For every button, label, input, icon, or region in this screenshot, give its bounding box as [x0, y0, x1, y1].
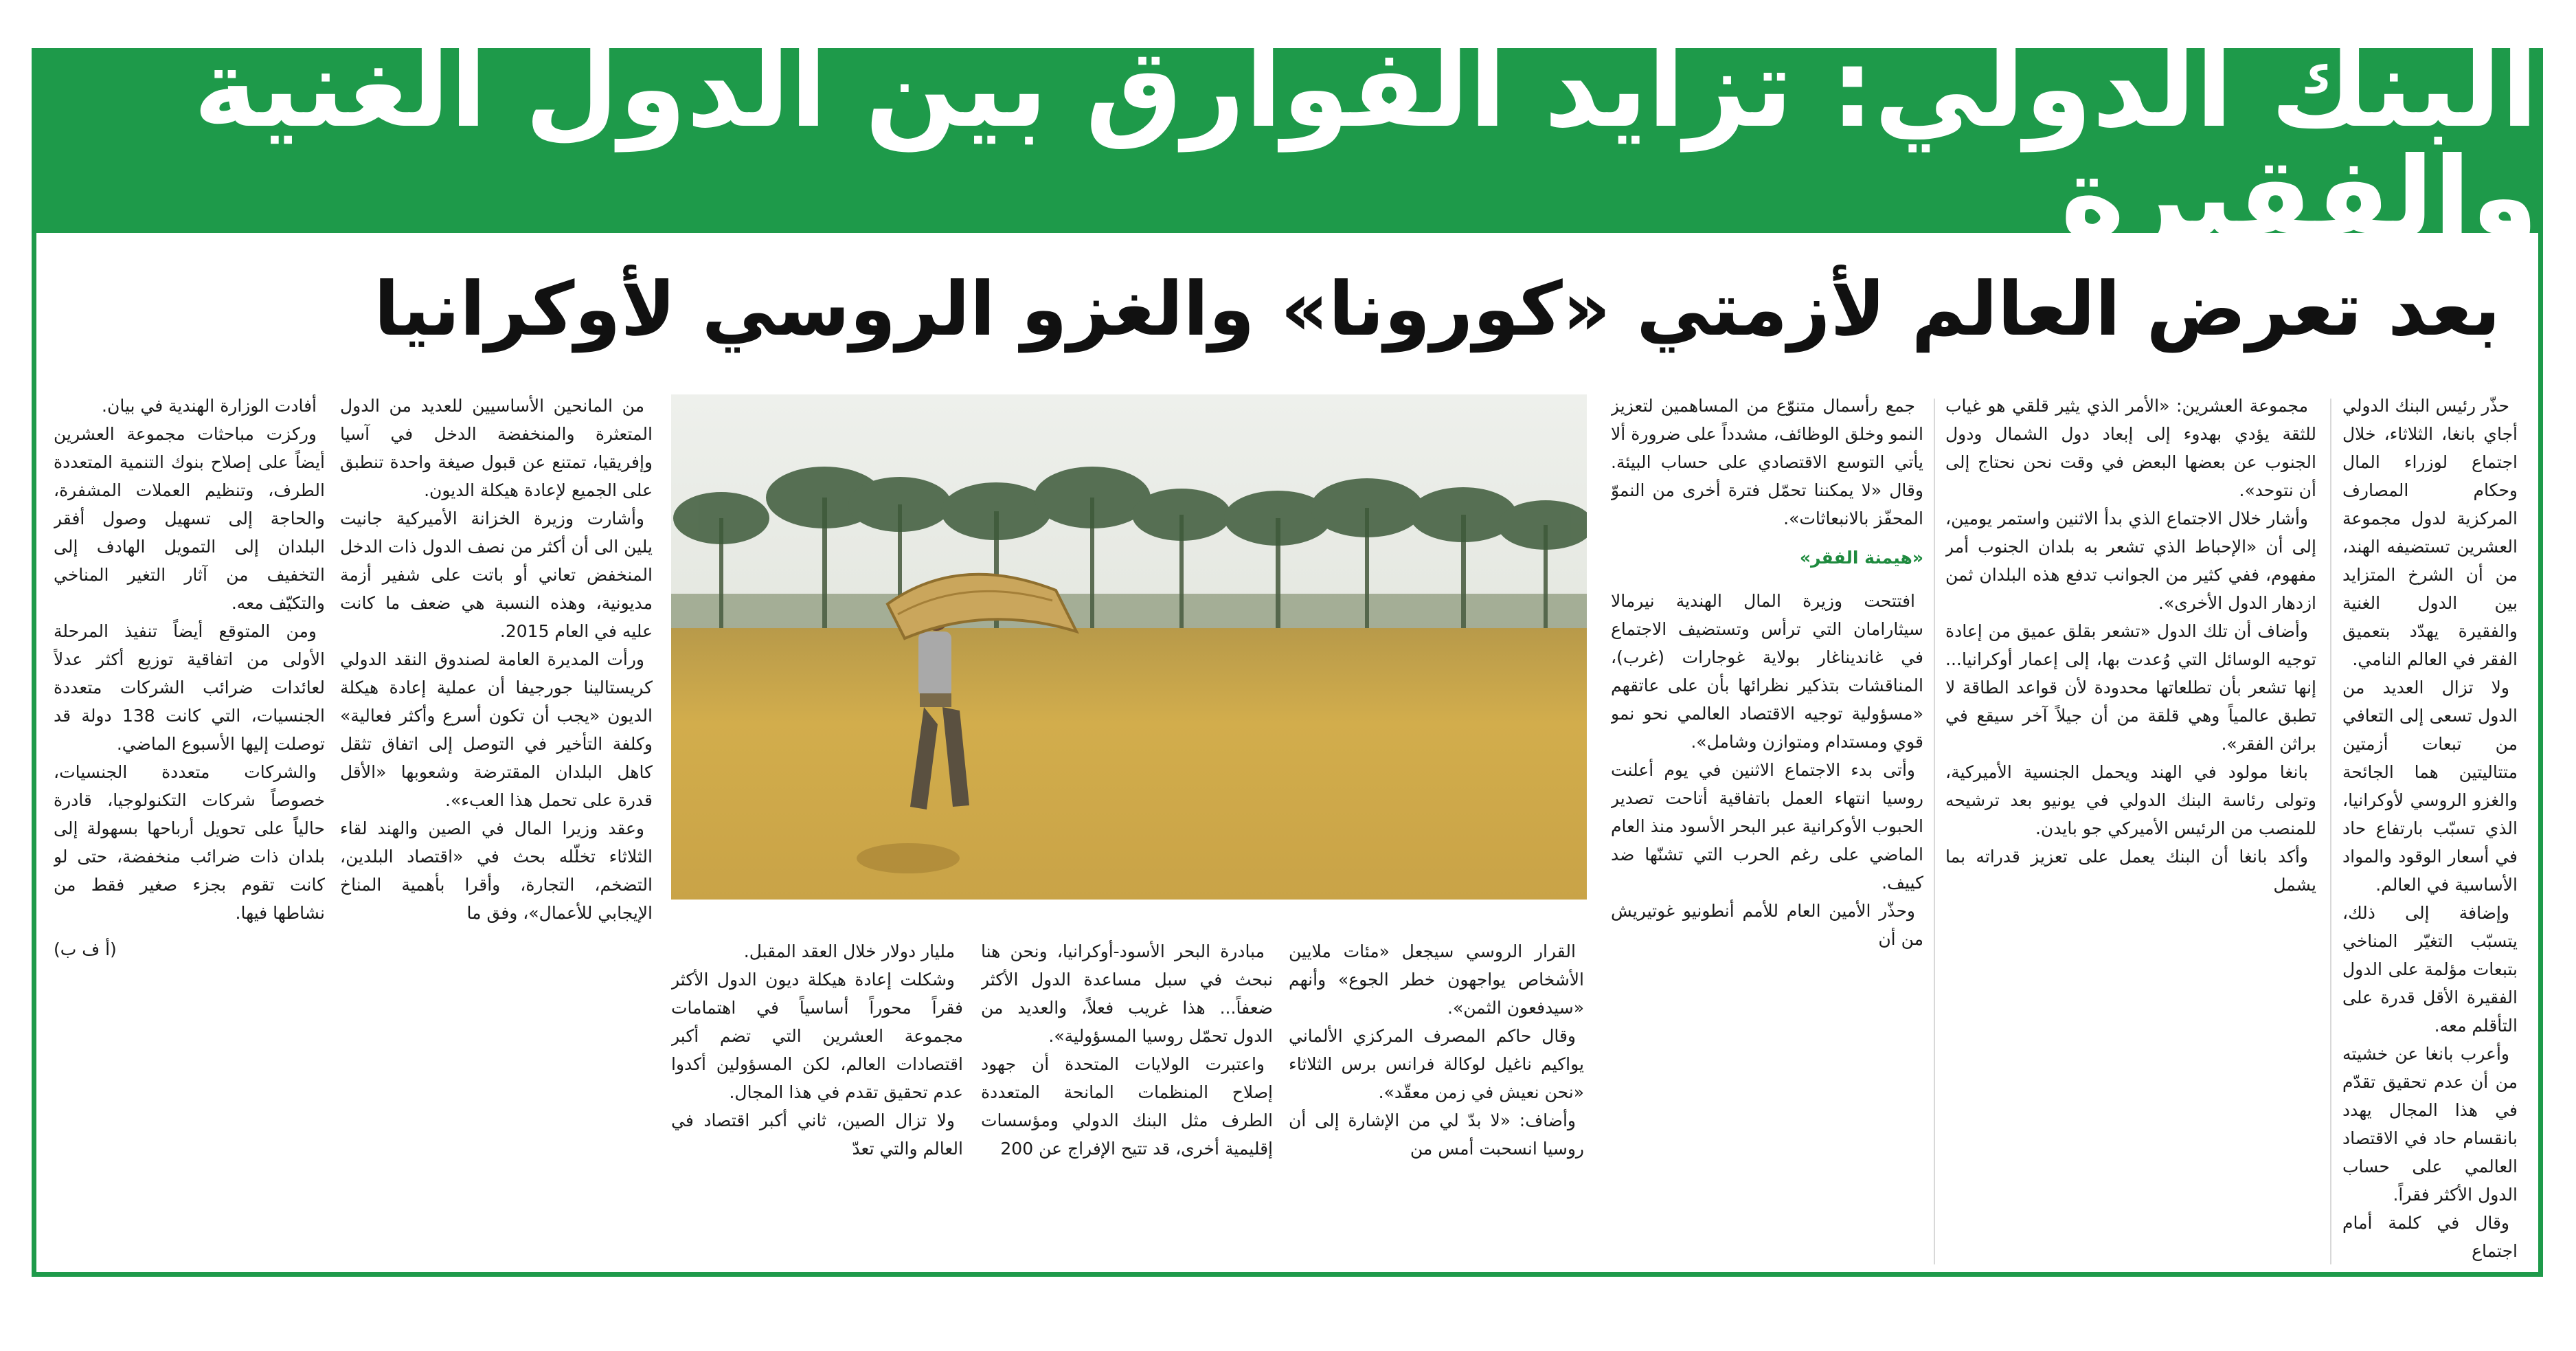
- paragraph: حذّر رئيس البنك الدولي أجاي بانغا، الثلاثاء، خلال اجتماع لوزراء المال وحكام المصارف المركزية لدول مجموعة العشرين تستضيفه الهند، من أن الشرخ المتزايد بين الدول الغنية والفقيرة يهدّد بتعميق الفقر في العالم النامي.: [2342, 396, 2518, 669]
- paragraph: وركزت مباحثات مجموعة العشرين أيضاً على إصلاح بنوك التنمية المتعددة الطرف، وتنظيم العملات المشفرة، والحاجة إلى تسهيل وصول أفقر البلدان إلى التمويل الهادف إلى التخفيف من آثار التغير المناخي والتكيّف معه.: [54, 424, 325, 613]
- paragraph: جمع رأسمال متنوّع من المساهمين لتعزيز النمو وخلق الوظائف، مشدداً على ضرورة ألا يأتي التوسع الاقتصادي على حساب البيئة. وقال «لا يمكننا تحمّل فترة أخرى من النموّ المحفّز بالانبعاثات».: [1611, 396, 1923, 528]
- paragraph: وشكلت إعادة هيكلة ديون الدول الأكثر فقراً محوراً أساسياً في اهتمامات مجموعة العشرين التي تضم أكبر اقتصادات العالم، لكن المسؤولين أكدوا عدم تحقيق تقدم في هذا المجال.: [671, 970, 963, 1102]
- headline-banner: [36, 25, 2538, 260]
- farmer-carrying-hay-bale-photo: [671, 394, 1587, 900]
- paragraph: واعتبرت الولايات المتحدة أن جهود إصلاح المنظمات المانحة المتعددة الطرف مثل البنك الدولي ومؤسسات إقليمية أخرى، قد تتيح الإفراج عن 200: [981, 1054, 1273, 1159]
- paragraph: مبادرة البحر الأسود-أوكرانيا، ونحن هنا نبحث في سبل مساعدة الدول الأكثر ضعفاً... هذا غريب فعلاً، والعديد من الدول تحمّل روسيا المسؤولية».: [981, 941, 1273, 1046]
- paragraph: وأشارت وزيرة الخزانة الأميركية جانيت يلين الى أن أكثر من نصف الدول ذات الدخل المنخفض تعاني أو باتت على شفير أزمة مديونية، وهذه النسبة هي ضعف ما كانت عليه في العام 2015.: [340, 509, 653, 641]
- paragraph: وأشار خلال الاجتماع الذي بدأ الاثنين واستمر يومين، إلى أن «الإحباط الذي تشعر به بلدان الجنوب أمر مفهوم، ففي كثير من الجوانب تدفع هذه البلدان ثمن ازدهار الدول الأخرى».: [1945, 509, 2316, 613]
- subheadline: بعد تعرض العالم لأزمتي «كورونا» والغزو الروسي لأوكرانيا: [374, 267, 2500, 353]
- paragraph: مليار دولار خلال العقد المقبل.: [743, 941, 955, 961]
- paragraph: افتتحت وزيرة المال الهندية نيرمالا سيثارامان التي ترأس وتستضيف الاجتماع في غانديناغار بولاية غوجارات (غرب)، المناقشات بتذكير نظرائها بأن على عاتقهم «مسؤولية توجيه الاقتصاد العالمي نحو نمو قوي ومستدام ومتوازن وشامل».: [1611, 591, 1923, 752]
- paragraph: وإضافة إلى ذلك، يتسبّب التغيّر المناخي بتبعات مؤلمة على الدول الفقيرة الأقل قدرة على التأقلم معه.: [2342, 903, 2518, 1036]
- column-divider: [1934, 399, 1935, 1264]
- article-column-7: [340, 392, 653, 1275]
- paragraph: من المانحين الأساسيين للعديد من الدول المتعثرة والمنخفضة الدخل في آسيا وإفريقيا، تمتنع عن قبول صيغة واحدة تنطبق على الجميع لإعادة هيكلة الديون.: [340, 396, 653, 500]
- paragraph: القرار الروسي سيجعل «مئات ملايين الأشخاص يواجهون خطر الجوع» وأنهم «سيدفعون الثمن».: [1289, 941, 1584, 1018]
- section-subhead: «هيمنة الفقر»: [1799, 548, 1923, 568]
- paragraph: والشركات متعددة الجنسيات، خصوصاً شركات التكنولوجيا، قادرة حالياً على تحويل أرباحها بسهولة إلى بلدان ذات ضرائب منخفضة، حتى لو كانت تقوم بجزء صغير فقط من نشاطها فيها.: [54, 762, 325, 923]
- paragraph: ولا تزال العديد من الدول تسعى إلى التعافي من تبعات أزمتين متتاليتين هما الجائحة والغزو الروسي لأوكرانيا، الذي تسبّب بارتفاع حاد في أسعار الوقود والمواد الأساسية في العالم.: [2342, 678, 2518, 895]
- paragraph: وأتى بدء الاجتماع الاثنين في يوم أعلنت روسيا انتهاء العمل باتفاقية أتاحت تصدير الحبوب الأوكرانية عبر البحر الأسود منذ العام الماضي على رغم الحرب التي تشنّها ضد كييف.: [1611, 760, 1923, 893]
- paragraph: وقال في كلمة أمام اجتماع: [2342, 1213, 2518, 1261]
- paragraph: أفادت الوزارة الهندية في بيان.: [102, 396, 317, 416]
- paragraph: وأضاف أن تلك الدول «تشعر بقلق عميق من إعادة توجيه الوسائل التي وُعدت بها، إلى إعمار أوكرانيا... إنها تشعر بأن تطلعاتها محدودة لأن قواعد الطاقة لا تطبق عالمياً وهي قلقة من أن جيلاً آخر سيقع في براثن الفقر».: [1945, 621, 2316, 754]
- article-column-6: [671, 937, 963, 1274]
- paragraph: ورأت المديرة العامة لصندوق النقد الدولي كريستالينا جورجيفا أن عملية إعادة هيكلة الديون «يجب أن تكون أسرع وأكثر فعالية» وكلفة التأخير في التوصل إلى اتفاق تثقل كاهل البلدان المقترضة وشعوبها «الأقل قدرة على تحمل هذا العبء».: [340, 649, 653, 810]
- paragraph: وحذّر الأمين العام للأمم أنطونيو غوتيريش من أن: [1611, 901, 1923, 949]
- article-column-8: [54, 392, 325, 1275]
- paragraph: وعقد وزيرا المال في الصين والهند لقاء الثلاثاء تخلّله بحث في «اقتصاد البلدين، التضخم، التجارة، وأقرا بأهمية المناخ الإيجابي للأعمال»، وفق ما: [340, 818, 653, 923]
- article-photo: [671, 394, 1587, 900]
- byline: (أ ف ب): [54, 939, 117, 959]
- article-column-4: [1289, 937, 1584, 1274]
- article-column-5: [981, 937, 1273, 1274]
- paragraph: مجموعة العشرين: «الأمر الذي يثير قلقي هو غياب للثقة يؤدي بهدوء إلى إبعاد دول الشمال ودول الجنوب عن بعضها البعض في وقت نحن نحتاج إلى أن نتوحد».: [1945, 396, 2316, 500]
- article-column-3: [1611, 392, 1923, 1275]
- paragraph: وأكد بانغا أن البنك يعمل على تعزيز قدراته بما يشمل: [1945, 847, 2316, 895]
- paragraph: ومن المتوقع أيضاً تنفيذ المرحلة الأولى من اتفاقية توزيع أكثر عدلاً لعائدات ضرائب الشركات متعددة الجنسيات، التي كانت 138 دولة قد توصلت إليها الأسبوع الماضي.: [54, 621, 325, 754]
- headline: البنك الدولي: تزايد الفوارق بين الدول الغنية والفقيرة: [193, 25, 2538, 260]
- paragraph: وأضاف: «لا بدّ لي من الإشارة إلى أن روسيا انسحبت أمس من: [1289, 1110, 1584, 1159]
- article-column-2: [1945, 392, 2316, 1275]
- paragraph: وأعرب بانغا عن خشيته من أن عدم تحقيق تقدّم في هذا المجال يهدد بانقسام حاد في الاقتصاد العالمي على حساب الدول الأكثر فقراً.: [2342, 1044, 2518, 1205]
- article-column-1: [2342, 392, 2518, 1275]
- paragraph: ولا تزال الصين، ثاني أكبر اقتصاد في العالم والتي تعدّ: [671, 1110, 963, 1159]
- paragraph: وقال حاكم المصرف المركزي الألماني يواكيم ناغيل لوكالة فرانس برس الثلاثاء «نحن نعيش في زمن معقّد».: [1289, 1026, 1584, 1102]
- paragraph: بانغا مولود في الهند ويحمل الجنسية الأميركية، وتولى رئاسة البنك الدولي في يونيو بعد ترشيحه للمنصب من الرئيس الأميركي جو بايدن.: [1945, 762, 2316, 838]
- column-divider: [2330, 399, 2331, 1264]
